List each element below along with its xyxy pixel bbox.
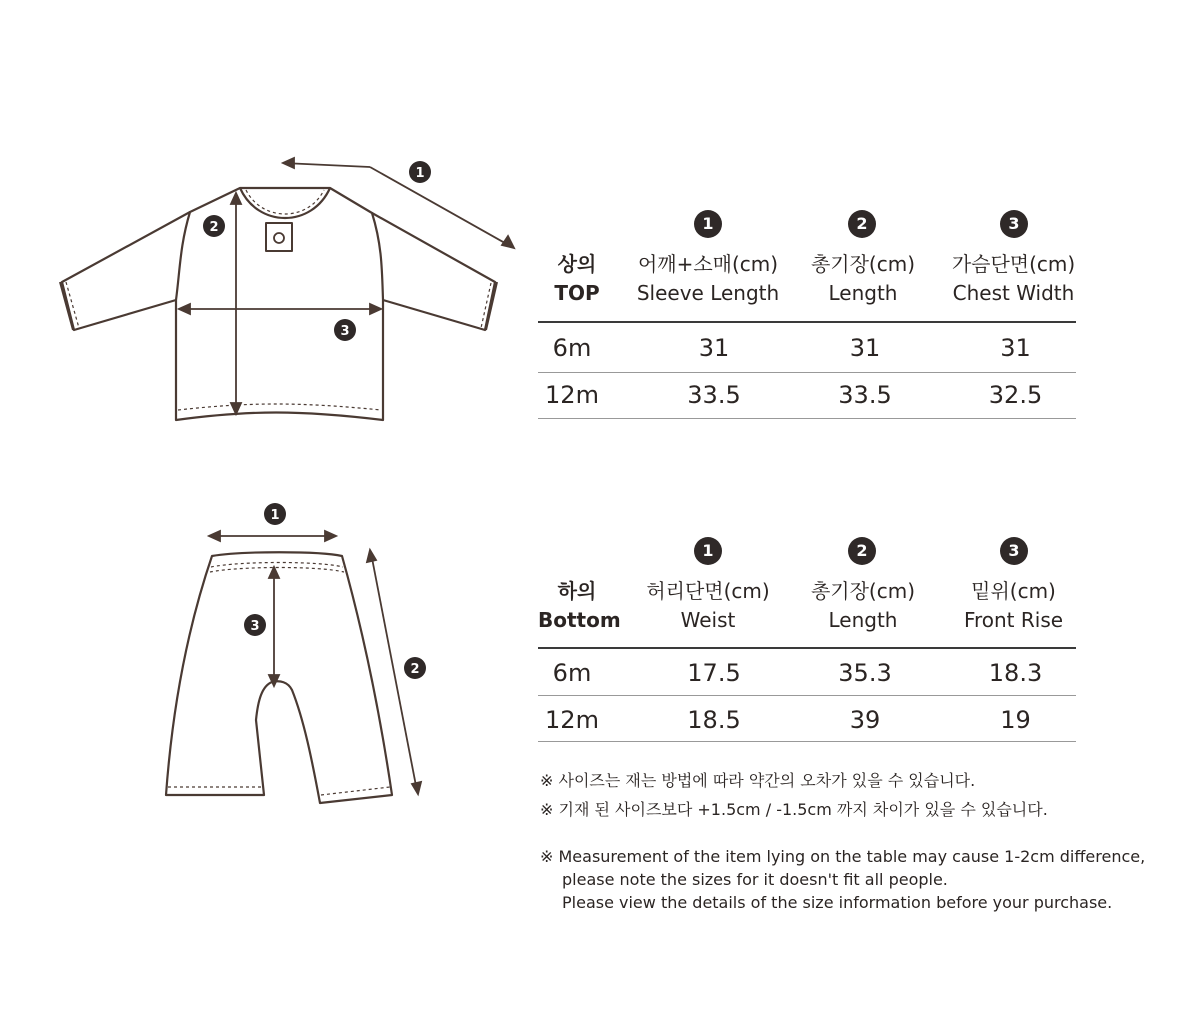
bottom-table-bottom-rule xyxy=(538,741,1076,742)
top-row1-col2: 31 xyxy=(849,334,881,362)
bottom-col1-ko: 허리단면(cm) xyxy=(646,579,770,603)
bottom-col2-header xyxy=(788,577,938,635)
top-diagram-label-3: 3 xyxy=(340,324,350,339)
bottom-column-numbers xyxy=(538,537,1076,567)
bottom-col3-header xyxy=(936,577,1091,635)
korean-note-1: ※ 사이즈는 재는 방법에 따라 약간의 오차가 있을 수 있습니다. xyxy=(540,771,976,790)
korean-note-2: ※ 기재 된 사이즈보다 +1.5cm / -1.5cm 까지 차이가 있을 수 있습니다. xyxy=(540,800,1048,819)
bottom-table-header xyxy=(538,567,1076,645)
top-table-bottom-rule xyxy=(538,418,1076,419)
top-col1-header xyxy=(628,250,788,308)
bottom-category-en: Bottom xyxy=(538,608,621,632)
top-column-numbers xyxy=(538,210,1076,240)
top-col2-ko: 총기장(cm) xyxy=(810,252,916,276)
bottom-garment-diagram xyxy=(155,495,435,815)
top-row2-col2: 33.5 xyxy=(838,381,892,409)
english-note-3: Please view the details of the size information before your purchase. xyxy=(562,893,1113,912)
top-col3-ko: 가슴단면(cm) xyxy=(951,252,1076,276)
bottom-col1-header xyxy=(628,577,788,635)
top-col3-number: 3 xyxy=(1000,210,1028,238)
bottom-col1-number: 1 xyxy=(694,537,722,565)
english-notes xyxy=(540,845,1145,914)
bottom-row1-size: 6m xyxy=(552,659,592,687)
top-placket xyxy=(266,223,292,251)
bottom-row2-col2: 39 xyxy=(849,706,881,734)
bottom-row2-col1: 18.5 xyxy=(687,706,741,734)
top-row2-col3: 32.5 xyxy=(988,381,1043,409)
top-diagram-label-1: 1 xyxy=(415,166,425,181)
bottom-size-table xyxy=(538,537,1076,741)
top-col2-header xyxy=(788,250,938,308)
bottom-diagram-label-3: 3 xyxy=(250,619,260,634)
top-col1-en: Sleeve Length xyxy=(636,281,780,305)
top-size-table xyxy=(538,210,1076,416)
bottom-row1-col2: 35.3 xyxy=(838,659,892,687)
english-note-1: ※ Measurement of the item lying on the table may cause 1-2cm difference, xyxy=(540,847,1146,866)
bottom-row2-size: 12m xyxy=(545,706,599,734)
top-row2-size: 12m xyxy=(545,381,599,409)
bottom-row-12m xyxy=(538,694,1076,741)
bottom-col3-ko: 밑위(cm) xyxy=(971,579,1056,603)
bottom-category-ko: 하의 xyxy=(557,579,597,603)
bottom-diagram-label-2: 2 xyxy=(410,662,420,677)
top-row1-col1: 31 xyxy=(698,334,730,362)
top-row-12m xyxy=(538,369,1076,416)
top-row1-col3: 31 xyxy=(1000,334,1031,362)
top-garment-diagram xyxy=(55,150,525,430)
bottom-col1-en: Weist xyxy=(680,608,736,632)
top-col2-number: 2 xyxy=(848,210,876,238)
english-note-2: please note the sizes for it doesn't fit all people. xyxy=(562,870,948,889)
top-diagram-label-2: 2 xyxy=(209,220,219,235)
top-category xyxy=(538,250,616,308)
bottom-category xyxy=(538,577,621,635)
top-left-sleeve xyxy=(62,212,190,330)
bottom-row1-col1: 17.5 xyxy=(687,659,741,687)
bottom-row-6m xyxy=(538,647,1076,694)
top-col2-en: Length xyxy=(828,281,898,305)
top-col3-header xyxy=(936,250,1091,308)
top-row2-col1: 33.5 xyxy=(687,381,741,409)
top-row-6m xyxy=(538,322,1076,369)
korean-notes xyxy=(540,766,1048,824)
bottom-col2-number: 2 xyxy=(848,537,876,565)
bottom-row1-col3: 18.3 xyxy=(988,659,1043,687)
bottom-col3-number: 3 xyxy=(1000,537,1028,565)
bottom-col2-ko: 총기장(cm) xyxy=(810,579,916,603)
top-col1-number: 1 xyxy=(694,210,722,238)
pants-outline xyxy=(166,552,392,803)
bottom-diagram-label-1: 1 xyxy=(270,508,280,523)
top-category-en: TOP xyxy=(554,281,600,305)
bottom-row2-col3: 19 xyxy=(1000,706,1031,734)
bottom-col3-en: Front Rise xyxy=(963,608,1064,632)
bottom-col2-en: Length xyxy=(828,608,898,632)
top-col1-ko: 어깨+소매(cm) xyxy=(637,252,779,276)
top-row1-size: 6m xyxy=(552,334,592,362)
top-col3-en: Chest Width xyxy=(952,281,1075,305)
top-table-header xyxy=(538,240,1076,318)
top-category-ko: 상의 xyxy=(557,252,597,276)
bottom-diagram-badges xyxy=(244,503,426,679)
top-right-sleeve xyxy=(372,213,495,330)
